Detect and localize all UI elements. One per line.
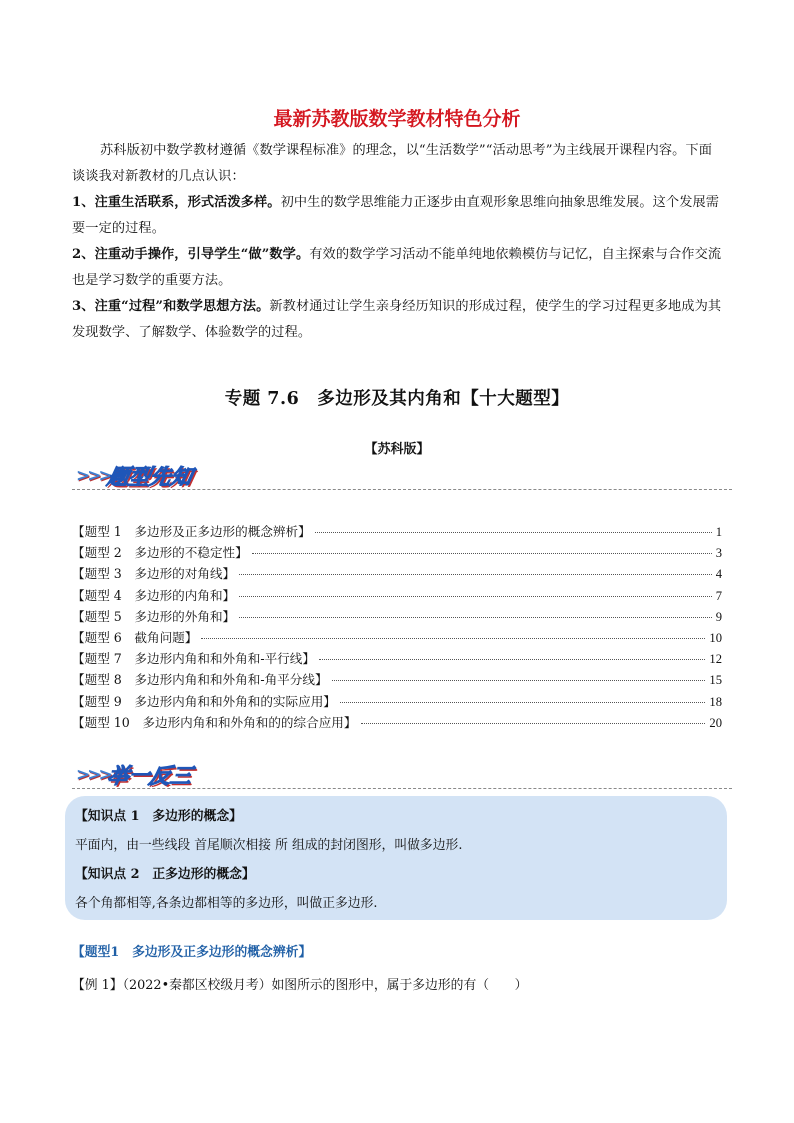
chevron-arrows-icon: >>> — [76, 466, 110, 486]
intro-paragraph: 苏科版初中数学教材遵循《数学课程标准》的理念，以“生活数学”“活动思考”为主线展开课程内容。下面谈谈我对新教材的几点认识： — [72, 143, 713, 184]
toc-item[interactable] — [72, 606, 722, 627]
banner-preview — [72, 458, 732, 492]
toc-label: 【题型 10 多边形内角和和外角和的的综合应用】 — [72, 714, 357, 730]
toc-page: 4 — [715, 567, 722, 582]
toc-leader — [332, 680, 706, 681]
example-text: （2022•秦都区校级月考）如图所示的图形中，属于多边形的有（ ） — [122, 978, 528, 993]
point-2-body: 有效的数学学习活动不能单纯地依赖模仿与记忆，自主探索与合作交流也是学习数学的重要方法。 — [72, 247, 722, 288]
toc-page: 1 — [715, 525, 722, 539]
toc-item[interactable] — [72, 648, 722, 669]
point-3-lead: 3、注重“过程”和数学思想方法。 — [72, 299, 270, 314]
dashed-divider — [72, 489, 732, 490]
toc-page: 3 — [715, 546, 722, 561]
toc-leader — [239, 574, 712, 575]
point-1-body: 初中生的数学思维能力正逐步由直观形象思维向抽象思维发展。这个发展需要一定的过程。 — [72, 195, 720, 236]
toc-leader — [340, 702, 706, 703]
table-of-contents — [72, 521, 722, 733]
toc-item[interactable] — [72, 627, 722, 648]
banner-practice — [72, 757, 732, 791]
toc-label: 【题型 7 多边形内角和和外角和-平行线】 — [72, 651, 315, 667]
toc-item[interactable] — [72, 542, 722, 563]
page-title: 最新苏教版数学教材特色分析 — [273, 108, 521, 130]
toc-leader — [239, 617, 712, 618]
intro-point-2 — [72, 242, 724, 294]
point-3-body: 新教材通过让学生亲身经历知识的形成过程，使学生的学习过程更多地成为其发现数学、了解数学、体验数学的过程。 — [72, 299, 722, 340]
toc-label: 【题型 2 多边形的不稳定性】 — [72, 545, 248, 561]
toc-item[interactable] — [72, 691, 722, 712]
knowledge-point-2-title: 【知识点 2 正多边形的概念】 — [75, 867, 255, 882]
toc-label: 【题型 4 多边形的内角和】 — [72, 587, 236, 603]
toc-leader — [315, 532, 712, 533]
toc-page: 18 — [709, 694, 722, 709]
example-label: 【例 1】 — [72, 978, 123, 993]
toc-label: 【题型 5 多边形的外角和】 — [72, 608, 236, 624]
intro-section — [72, 138, 724, 346]
toc-item[interactable] — [72, 521, 722, 542]
edition-label: 【苏科版】 — [364, 442, 430, 457]
intro-point-1 — [72, 190, 724, 242]
toc-item[interactable] — [72, 669, 722, 690]
toc-page: 7 — [715, 588, 722, 603]
point-1-lead: 1、注重生活联系，形式活泼多样。 — [72, 195, 281, 210]
banner-preview-title: 题型先知 — [105, 465, 195, 489]
knowledge-point-1-title: 【知识点 1 多边形的概念】 — [75, 809, 242, 824]
toc-leader — [201, 638, 705, 639]
toc-item[interactable] — [72, 712, 722, 733]
toc-label: 【题型 6 截角问题】 — [72, 629, 198, 645]
topic-title: 专题 7.6 多边形及其内角和【十大题型】 — [224, 389, 570, 409]
toc-label: 【题型 8 多边形内角和和外角和-角平分线】 — [72, 672, 328, 688]
knowledge-box — [65, 796, 727, 920]
toc-label: 【题型 3 多边形的对角线】 — [72, 566, 236, 582]
intro-point-3 — [72, 294, 724, 346]
toc-label: 【题型 1 多边形及正多边形的概念辨析】 — [72, 524, 311, 539]
toc-label: 【题型 9 多边形内角和和外角和的实际应用】 — [72, 693, 336, 709]
toc-page: 9 — [715, 609, 722, 624]
toc-page: 20 — [709, 715, 722, 730]
dashed-divider — [72, 788, 732, 789]
point-2-lead: 2、注重动手操作，引导学生“做”数学。 — [72, 247, 310, 262]
toc-page: 12 — [709, 652, 722, 667]
toc-leader — [361, 723, 706, 724]
toc-leader — [252, 553, 712, 554]
toc-leader — [239, 596, 712, 597]
chevron-arrows-icon: >>> — [76, 765, 110, 785]
toc-leader — [319, 659, 705, 660]
toc-page: 15 — [709, 673, 722, 688]
toc-item[interactable] — [72, 585, 722, 606]
toc-page: 10 — [709, 630, 722, 645]
knowledge-point-2-text: 各个角都相等,各条边都相等的多边形，叫做正多边形. — [75, 896, 378, 911]
toc-item[interactable] — [72, 563, 722, 584]
type-1-heading: 【题型1 多边形及正多边形的概念辨析】 — [72, 945, 312, 960]
banner-practice-title: 举一反三 — [105, 764, 195, 788]
example-1 — [72, 974, 527, 993]
knowledge-point-1-text: 平面内，由一些线段 首尾顺次相接 所 组成的封闭图形，叫做多边形. — [75, 838, 463, 853]
